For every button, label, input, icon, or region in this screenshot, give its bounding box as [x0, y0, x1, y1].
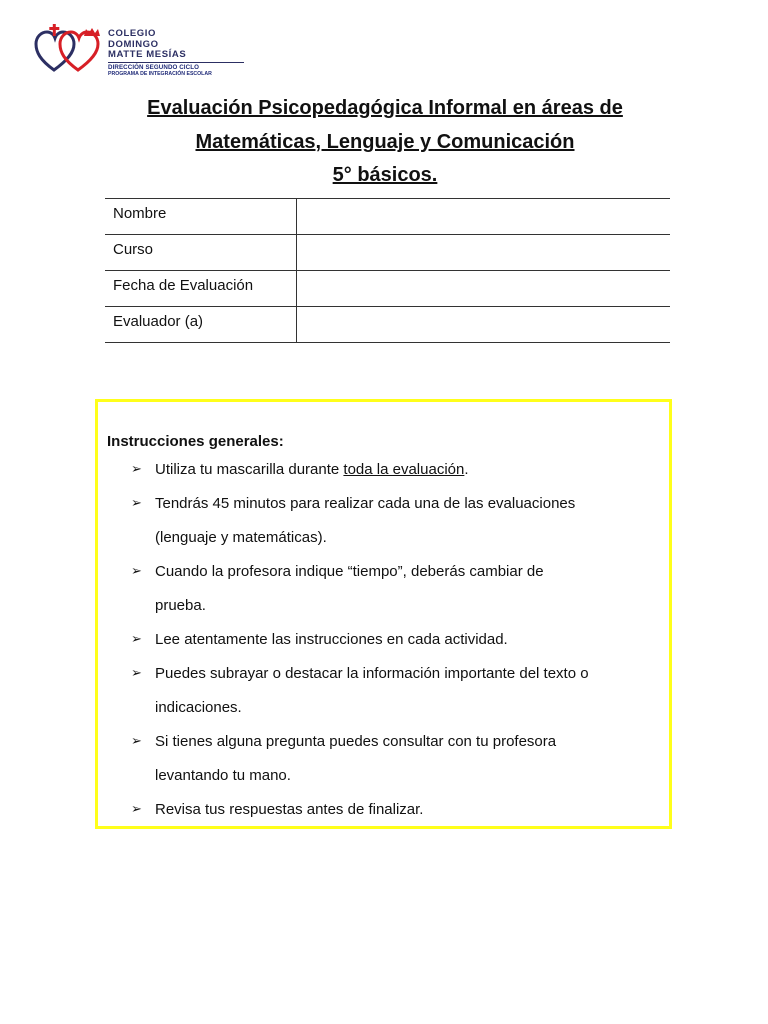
school-logo [34, 24, 224, 80]
list-item-text: Utiliza tu mascarilla durante toda la evaluación. [155, 461, 469, 478]
field-label-curso: Curso [105, 235, 296, 271]
logo-line-colegio: COLEGIO [108, 28, 157, 39]
field-label-nombre: Nombre [105, 199, 296, 235]
arrow-bullet-icon: ➢ [131, 733, 142, 748]
list-item-text: Revisa tus respuestas antes de finalizar. [155, 801, 424, 818]
list-item-text-continued: prueba. [155, 597, 206, 614]
document-title-line-3: 5° básicos. [332, 164, 438, 186]
list-item-text: Tendrás 45 minutos para realizar cada una de las evaluaciones [155, 495, 576, 512]
table-row [105, 235, 670, 271]
list-item-text: Puedes subrayar o destacar la información importante del texto o [155, 665, 589, 682]
logo-divider [108, 62, 244, 63]
field-value-evaluador[interactable] [296, 307, 670, 343]
list-item-text: Si tienes alguna pregunta puedes consultar con tu profesora [155, 733, 557, 750]
field-value-curso[interactable] [296, 235, 670, 271]
list-item-text-continued: indicaciones. [155, 699, 242, 716]
logo-line-direccion: DIRECCIÓN SEGUNDO CICLO [108, 63, 199, 71]
underlined-text: toda la evaluación [343, 461, 465, 478]
instructions-heading: Instrucciones generales: [107, 433, 284, 450]
field-value-nombre[interactable] [296, 199, 670, 235]
list-item-text: Cuando la profesora indique “tiempo”, deberás cambiar de [155, 563, 544, 580]
arrow-bullet-icon: ➢ [131, 801, 142, 816]
field-label-evaluador: Evaluador (a) [105, 307, 296, 343]
list-item-text-continued: (lenguaje y matemáticas). [155, 529, 327, 546]
arrow-bullet-icon: ➢ [131, 495, 142, 510]
student-info-table [105, 198, 670, 343]
hearts-logo-icon [34, 24, 104, 74]
document-title-line-2: Matemáticas, Lenguaje y Comunicación [195, 131, 575, 153]
arrow-bullet-icon: ➢ [131, 631, 142, 646]
list-item-text: Lee atentamente las instrucciones en cada actividad. [155, 631, 508, 648]
arrow-bullet-icon: ➢ [131, 665, 142, 680]
arrow-bullet-icon: ➢ [131, 563, 142, 578]
field-value-fecha[interactable] [296, 271, 670, 307]
logo-line-programa: PROGRAMA DE INTEGRACIÓN ESCOLAR [108, 70, 212, 77]
table-row [105, 271, 670, 307]
document-title-line-1: Evaluación Psicopedagógica Informal en áreas de [147, 97, 623, 119]
instructions-box [95, 399, 672, 829]
logo-line-matte-mesias: MATTE MESÍAS [108, 49, 187, 60]
table-row [105, 199, 670, 235]
arrow-bullet-icon: ➢ [131, 461, 142, 476]
field-label-fecha: Fecha de Evaluación [105, 271, 296, 307]
table-row [105, 307, 670, 343]
list-item-text-continued: levantando tu mano. [155, 767, 291, 784]
logo-line-domingo: DOMINGO [108, 38, 159, 50]
